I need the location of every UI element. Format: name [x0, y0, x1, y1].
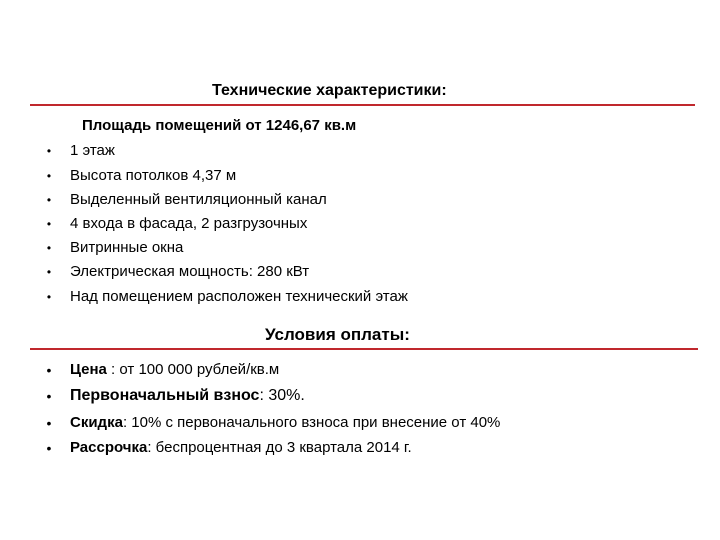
discount-value: : 10% с первоначального взноса при внесение от 40% [122, 414, 501, 431]
tech-item-text: Выделенный вентиляционный канал [70, 191, 327, 208]
installment-label: Рассрочка [70, 439, 148, 456]
tech-item-text: Витринные окна [70, 239, 184, 256]
bullet-icon: • [46, 144, 52, 158]
down-payment-label: Первоначальный взнос [70, 387, 260, 404]
bullet-icon: • [46, 362, 52, 378]
payment-item [70, 387, 305, 405]
tech-title-divider [30, 104, 695, 106]
payment-item [70, 414, 500, 431]
tech-item-text: Электрическая мощность: 280 кВт [70, 263, 310, 280]
payment-title: Условия оплаты: [265, 325, 410, 344]
bullet-icon: • [46, 241, 52, 255]
payment-title-divider [30, 348, 698, 350]
tech-item-text: 1 этаж [70, 142, 115, 159]
bullet-icon: • [46, 169, 52, 183]
bullet-icon: • [46, 440, 52, 456]
tech-item-text: 4 входа в фасада, 2 разгрузочных [70, 215, 308, 232]
down-payment-value: : 30%. [259, 387, 305, 404]
bullet-icon: • [46, 265, 52, 279]
bullet-icon: • [46, 193, 52, 207]
bullet-icon: • [46, 415, 52, 431]
price-value: : от 100 000 рублей/кв.м [106, 361, 280, 378]
tech-intro: Площадь помещений от 1246,67 кв.м [82, 117, 357, 134]
tech-title: Технические характеристики: [212, 82, 447, 99]
bullet-icon: • [46, 217, 52, 231]
price-label: Цена [70, 361, 107, 378]
installment-value: : беспроцентная до 3 квартала 2014 г. [147, 439, 412, 456]
payment-item [70, 439, 412, 456]
bullet-icon: • [46, 388, 52, 404]
tech-item-text: Высота потолков 4,37 м [70, 167, 237, 184]
discount-label: Скидка [70, 414, 123, 431]
bullet-icon: • [46, 290, 52, 304]
tech-item-text: Над помещением расположен технический этаж [70, 288, 408, 305]
payment-item [70, 361, 279, 378]
